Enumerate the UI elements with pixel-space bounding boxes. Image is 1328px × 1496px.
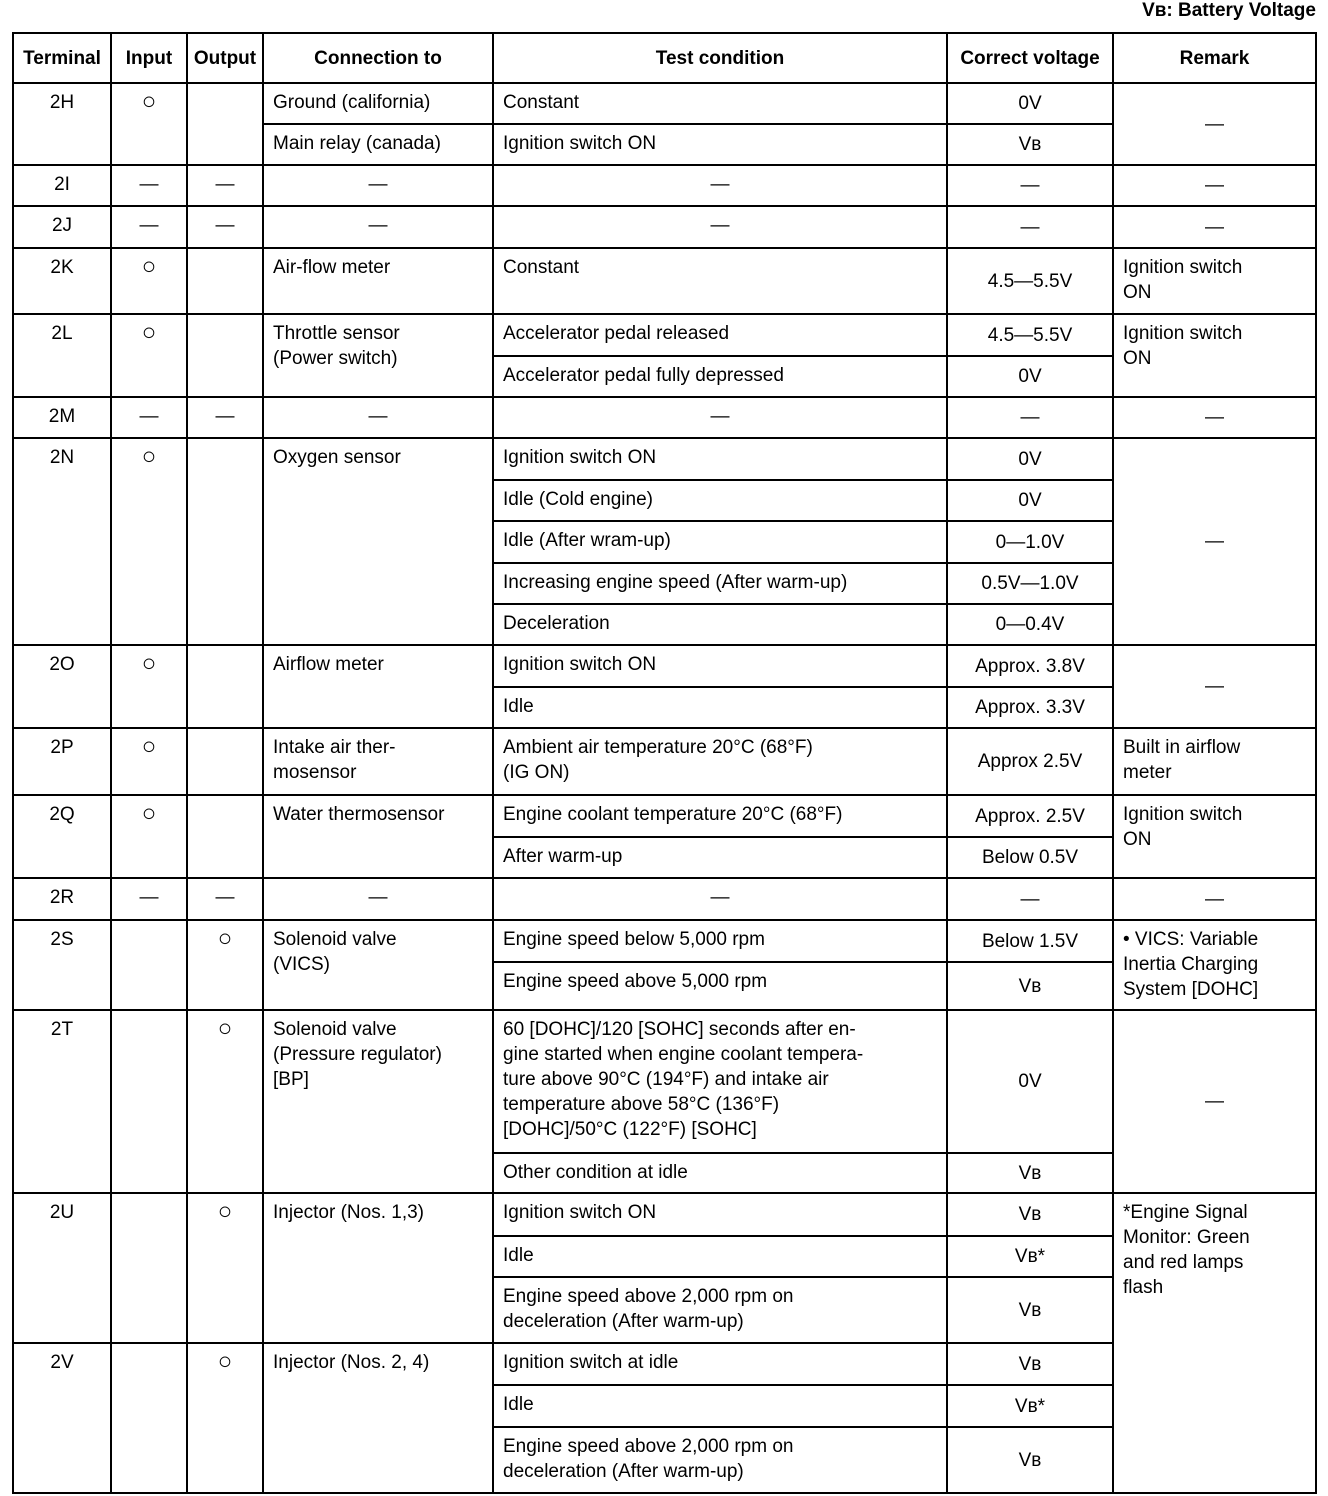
voltage-cell: Vʙ bbox=[947, 1153, 1113, 1193]
connection-cell: Injector (Nos. 1,3) bbox=[263, 1193, 493, 1343]
test-condition-cell: Engine speed above 2,000 rpm on deceleration (After warm-up) bbox=[493, 1277, 947, 1343]
test-condition-cell: Increasing engine speed (After warm-up) bbox=[493, 563, 947, 604]
test-condition-cell: Engine speed above 5,000 rpm bbox=[493, 962, 947, 1010]
voltage-cell: Vʙ bbox=[947, 1427, 1113, 1493]
input-cell: ○ bbox=[111, 795, 187, 878]
output-cell bbox=[187, 645, 263, 728]
voltage-cell: — bbox=[947, 397, 1113, 438]
voltage-cell: Approx 2.5V bbox=[947, 728, 1113, 795]
terminal-cell: 2P bbox=[13, 728, 111, 795]
terminal-cell: 2I bbox=[13, 165, 111, 206]
input-cell: ○ bbox=[111, 438, 187, 645]
output-cell bbox=[187, 314, 263, 397]
test-condition-cell: Deceleration bbox=[493, 604, 947, 645]
connection-cell: — bbox=[263, 397, 493, 438]
test-condition-cell: Idle bbox=[493, 1385, 947, 1427]
input-cell: ○ bbox=[111, 645, 187, 728]
test-condition-cell: Other condition at idle bbox=[493, 1153, 947, 1193]
voltage-cell: Below 1.5V bbox=[947, 920, 1113, 962]
test-condition-cell: — bbox=[493, 397, 947, 438]
voltage-cell: 0—0.4V bbox=[947, 604, 1113, 645]
voltage-cell: 0V bbox=[947, 480, 1113, 521]
voltage-cell: 4.5—5.5V bbox=[947, 314, 1113, 356]
input-cell: — bbox=[111, 397, 187, 438]
test-condition-cell: Accelerator pedal released bbox=[493, 314, 947, 356]
terminal-cell: 2U bbox=[13, 1193, 111, 1343]
terminal-cell: 2T bbox=[13, 1010, 111, 1193]
terminal-cell: 2S bbox=[13, 920, 111, 1010]
connection-cell: Ground (california) bbox=[263, 83, 493, 124]
header-test-condition: Test condition bbox=[493, 33, 947, 83]
output-cell: — bbox=[187, 397, 263, 438]
voltage-cell: — bbox=[947, 206, 1113, 248]
input-cell bbox=[111, 1193, 187, 1343]
connection-cell: — bbox=[263, 165, 493, 206]
remark-cell: — bbox=[1113, 206, 1316, 248]
remark-cell: *Engine Signal Monitor: Green and red lamps flash bbox=[1113, 1193, 1316, 1493]
input-cell: ○ bbox=[111, 314, 187, 397]
header-input: Input bbox=[111, 33, 187, 83]
connection-cell: Solenoid valve (VICS) bbox=[263, 920, 493, 1010]
test-condition-cell: Engine speed below 5,000 rpm bbox=[493, 920, 947, 962]
connection-cell: Throttle sensor (Power switch) bbox=[263, 314, 493, 397]
connection-cell: — bbox=[263, 878, 493, 920]
test-condition-cell: Ignition switch ON bbox=[493, 124, 947, 165]
header-connection: Connection to bbox=[263, 33, 493, 83]
header-remark: Remark bbox=[1113, 33, 1316, 83]
terminal-cell: 2H bbox=[13, 83, 111, 165]
test-condition-cell: Accelerator pedal fully depressed bbox=[493, 356, 947, 397]
remark-cell: — bbox=[1113, 1010, 1316, 1193]
output-cell bbox=[187, 438, 263, 645]
test-condition-cell: — bbox=[493, 206, 947, 248]
output-cell: ○ bbox=[187, 920, 263, 1010]
terminal-cell: 2L bbox=[13, 314, 111, 397]
connection-cell: Main relay (canada) bbox=[263, 124, 493, 165]
remark-cell: Ignition switch ON bbox=[1113, 795, 1316, 878]
voltage-cell: Vʙ bbox=[947, 1277, 1113, 1343]
voltage-cell: Vʙ bbox=[947, 1343, 1113, 1385]
connection-cell: — bbox=[263, 206, 493, 248]
terminal-cell: 2R bbox=[13, 878, 111, 920]
test-condition-cell: Ignition switch ON bbox=[493, 645, 947, 687]
output-cell: — bbox=[187, 878, 263, 920]
header-output: Output bbox=[187, 33, 263, 83]
terminal-cell: 2N bbox=[13, 438, 111, 645]
terminal-cell: 2O bbox=[13, 645, 111, 728]
terminal-cell: 2Q bbox=[13, 795, 111, 878]
voltage-cell: 0V bbox=[947, 438, 1113, 480]
voltage-cell: 0.5V—1.0V bbox=[947, 563, 1113, 604]
header-row bbox=[13, 33, 1316, 83]
voltage-cell: — bbox=[947, 165, 1113, 206]
test-condition-cell: After warm-up bbox=[493, 837, 947, 878]
terminal-cell: 2K bbox=[13, 248, 111, 314]
table-row bbox=[13, 206, 1316, 248]
table-row bbox=[13, 920, 1316, 962]
output-cell: — bbox=[187, 165, 263, 206]
header-correct-voltage: Correct voltage bbox=[947, 33, 1113, 83]
table-row bbox=[13, 645, 1316, 687]
test-condition-cell: Ignition switch at idle bbox=[493, 1343, 947, 1385]
remark-cell: • VICS: Variable Inertia Charging System [DOHC] bbox=[1113, 920, 1316, 1010]
test-condition-cell: Ignition switch ON bbox=[493, 1193, 947, 1236]
remark-cell: — bbox=[1113, 165, 1316, 206]
test-condition-cell: 60 [DOHC]/120 [SOHC] seconds after en- gine started when engine coolant tempera- ture above 90°C (194°F) and intake air temperature above 58°C (136°F) [DOHC]/50°C (122°F) [SOHC] bbox=[493, 1010, 947, 1153]
remark-cell: — bbox=[1113, 83, 1316, 165]
table-row bbox=[13, 314, 1316, 356]
input-cell: ○ bbox=[111, 728, 187, 795]
output-cell: ○ bbox=[187, 1343, 263, 1493]
output-cell: ○ bbox=[187, 1010, 263, 1193]
table-row bbox=[13, 728, 1316, 795]
connection-cell: Water thermosensor bbox=[263, 795, 493, 878]
output-cell bbox=[187, 83, 263, 165]
connection-cell: Oxygen sensor bbox=[263, 438, 493, 645]
table-row bbox=[13, 397, 1316, 438]
test-condition-cell: Idle bbox=[493, 1236, 947, 1277]
output-cell: — bbox=[187, 206, 263, 248]
output-cell bbox=[187, 248, 263, 314]
remark-cell: Ignition switch ON bbox=[1113, 314, 1316, 397]
output-cell: ○ bbox=[187, 1193, 263, 1343]
input-cell bbox=[111, 1010, 187, 1193]
table-row bbox=[13, 83, 1316, 124]
remark-cell: — bbox=[1113, 878, 1316, 920]
terminal-voltage-table bbox=[12, 32, 1317, 1494]
test-condition-cell: Engine coolant temperature 20°C (68°F) bbox=[493, 795, 947, 837]
input-cell bbox=[111, 1343, 187, 1493]
voltage-cell: 0—1.0V bbox=[947, 521, 1113, 563]
test-condition-cell: — bbox=[493, 878, 947, 920]
connection-cell: Solenoid valve (Pressure regulator) [BP] bbox=[263, 1010, 493, 1193]
connection-cell: Air-flow meter bbox=[263, 248, 493, 314]
connection-cell: Injector (Nos. 2, 4) bbox=[263, 1343, 493, 1493]
output-cell bbox=[187, 728, 263, 795]
battery-voltage-legend: Vʙ: Battery Voltage bbox=[1142, 0, 1316, 21]
test-condition-cell: Engine speed above 2,000 rpm on deceleration (After warm-up) bbox=[493, 1427, 947, 1493]
test-condition-cell: Ignition switch ON bbox=[493, 438, 947, 480]
test-condition-cell: Idle bbox=[493, 687, 947, 728]
terminal-cell: 2J bbox=[13, 206, 111, 248]
connection-cell: Airflow meter bbox=[263, 645, 493, 728]
input-cell: — bbox=[111, 165, 187, 206]
table-row bbox=[13, 878, 1316, 920]
voltage-cell: Approx. 3.8V bbox=[947, 645, 1113, 687]
terminal-cell: 2M bbox=[13, 397, 111, 438]
remark-cell: — bbox=[1113, 645, 1316, 728]
voltage-cell: Vʙ bbox=[947, 124, 1113, 165]
connection-cell: Intake air ther- mosensor bbox=[263, 728, 493, 795]
terminal-cell: 2V bbox=[13, 1343, 111, 1493]
voltage-cell: Vʙ bbox=[947, 1193, 1113, 1236]
input-cell: ○ bbox=[111, 83, 187, 165]
test-condition-cell: Constant bbox=[493, 83, 947, 124]
remark-cell: Built in airflow meter bbox=[1113, 728, 1316, 795]
voltage-cell: — bbox=[947, 878, 1113, 920]
input-cell bbox=[111, 920, 187, 1010]
remark-cell: Ignition switch ON bbox=[1113, 248, 1316, 314]
voltage-cell: Vʙ* bbox=[947, 1385, 1113, 1427]
test-condition-cell: Idle (Cold engine) bbox=[493, 480, 947, 521]
voltage-cell: 0V bbox=[947, 1010, 1113, 1153]
table-row bbox=[13, 438, 1316, 480]
voltage-cell: 4.5—5.5V bbox=[947, 248, 1113, 314]
input-cell: — bbox=[111, 878, 187, 920]
voltage-cell: Approx. 2.5V bbox=[947, 795, 1113, 837]
test-condition-cell: Idle (After wram-up) bbox=[493, 521, 947, 563]
voltage-cell: Vʙ* bbox=[947, 1236, 1113, 1277]
voltage-cell: 0V bbox=[947, 356, 1113, 397]
remark-cell: — bbox=[1113, 397, 1316, 438]
remark-cell: — bbox=[1113, 438, 1316, 645]
voltage-cell: Vʙ bbox=[947, 962, 1113, 1010]
header-terminal: Terminal bbox=[13, 33, 111, 83]
test-condition-cell: — bbox=[493, 165, 947, 206]
table-row bbox=[13, 1193, 1316, 1236]
test-condition-cell: Ambient air temperature 20°C (68°F) (IG ON) bbox=[493, 728, 947, 795]
test-condition-cell: Constant bbox=[493, 248, 947, 314]
table-row bbox=[13, 165, 1316, 206]
table-row bbox=[13, 248, 1316, 314]
voltage-cell: 0V bbox=[947, 83, 1113, 124]
voltage-cell: Below 0.5V bbox=[947, 837, 1113, 878]
output-cell bbox=[187, 795, 263, 878]
table-row bbox=[13, 795, 1316, 837]
table-row bbox=[13, 1010, 1316, 1153]
input-cell: ○ bbox=[111, 248, 187, 314]
voltage-cell: Approx. 3.3V bbox=[947, 687, 1113, 728]
input-cell: — bbox=[111, 206, 187, 248]
